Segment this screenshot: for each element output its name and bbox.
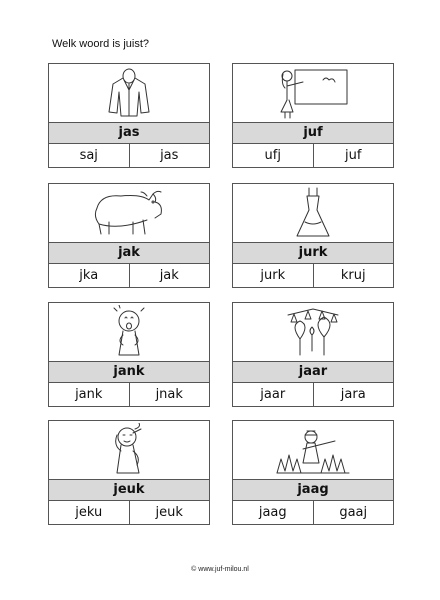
word-card-jaag: [232, 420, 394, 525]
crying-child-icon: [49, 303, 209, 361]
instruction-text: Welk woord is juist?: [52, 38, 149, 50]
teacher-icon: [233, 64, 393, 122]
choice-option[interactable]: juf: [313, 144, 394, 168]
word-label: juf: [233, 122, 393, 144]
choice-option[interactable]: jeku: [75, 505, 103, 520]
hunter-icon: [233, 421, 393, 479]
choice-option[interactable]: jurk: [260, 268, 286, 283]
word-card-jurk: [232, 183, 394, 288]
word-label: jank: [49, 361, 209, 383]
choice-option[interactable]: jak: [129, 264, 210, 288]
choice-row: [49, 501, 209, 525]
word-label: jas: [49, 122, 209, 144]
choice-option[interactable]: gaaj: [313, 501, 394, 525]
choice-option[interactable]: jank: [75, 387, 103, 402]
itching-child-icon: [49, 421, 209, 479]
choice-option[interactable]: saj: [79, 148, 98, 163]
word-label: jurk: [233, 242, 393, 264]
word-label: jak: [49, 242, 209, 264]
word-label: jaar: [233, 361, 393, 383]
yak-icon: [49, 184, 209, 242]
year-trees-icon: [233, 303, 393, 361]
word-card-jaar: [232, 302, 394, 407]
choice-row: [49, 264, 209, 288]
choice-option[interactable]: ufj: [264, 148, 281, 163]
choice-option[interactable]: kruj: [313, 264, 394, 288]
word-card-juf: [232, 63, 394, 168]
word-card-jank: [48, 302, 210, 407]
choice-row: [233, 501, 393, 525]
choice-option[interactable]: jas: [129, 144, 210, 168]
choice-row: [233, 383, 393, 407]
word-card-jak: [48, 183, 210, 288]
word-card-jeuk: [48, 420, 210, 525]
choice-option[interactable]: jka: [79, 268, 99, 283]
choice-option[interactable]: jaar: [260, 387, 286, 402]
choice-option[interactable]: jnak: [129, 383, 210, 407]
jacket-icon: [49, 64, 209, 122]
choice-option[interactable]: jeuk: [129, 501, 210, 525]
word-card-jas: [48, 63, 210, 168]
word-label: jaag: [233, 479, 393, 501]
dress-icon: [233, 184, 393, 242]
choice-row: [233, 144, 393, 168]
choice-row: [49, 383, 209, 407]
choice-row: [49, 144, 209, 168]
choice-row: [233, 264, 393, 288]
footer-credit: © www.juf-milou.nl: [191, 566, 249, 573]
choice-option[interactable]: jaag: [258, 505, 287, 520]
choice-option[interactable]: jara: [313, 383, 394, 407]
word-label: jeuk: [49, 479, 209, 501]
